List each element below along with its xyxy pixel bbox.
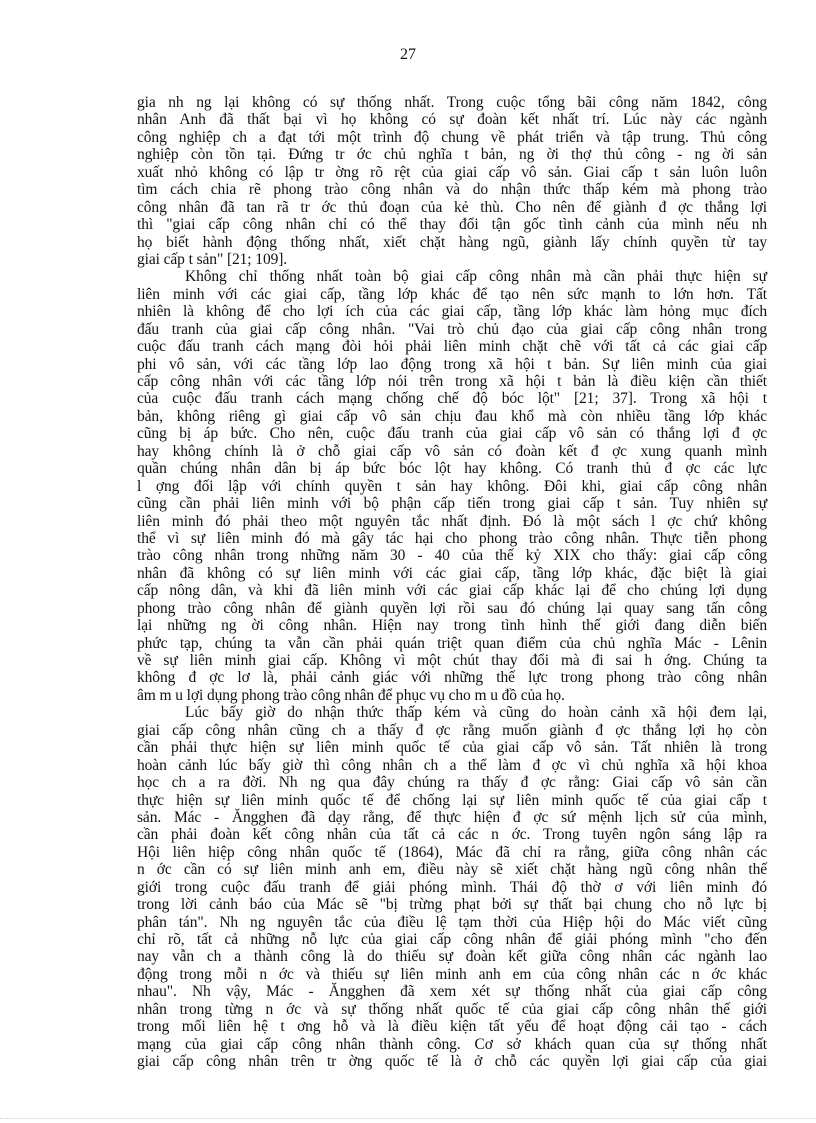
text-line: bản, không riêng gì giai cấp vô sản chịu đau khổ mà còn nhiều tầng lớp khác bbox=[137, 407, 767, 425]
text-line: gia nh ng lại không có sự thống nhất. Trong cuộc tổng bãi công năm 1842, công bbox=[137, 94, 767, 111]
text-line: cuộc đấu tranh cách mạng đòi hỏi phải liên minh chặt chẽ với tất cả các giai cấp bbox=[137, 338, 767, 356]
body-text bbox=[137, 94, 767, 1071]
text-line: lại những ng ời công nhân. Hiện nay trong tình hình thế giới đang diễn biến bbox=[137, 617, 767, 635]
text-line: thể vì sự liên minh đó mà gây tác hại cho phong trào công nhân. Thực tiễn phong bbox=[137, 529, 767, 547]
text-line: nhân trong từng n ớc và sự thống nhất quốc tế của giai cấp công nhân thế giới bbox=[137, 1000, 767, 1018]
text-line: cấp công nhân với các tầng lớp nói trên trong xã hội t bản là điều kiện cần thiết bbox=[137, 373, 767, 390]
text-line: n ớc cần có sự liên minh anh em, điều này sẽ xiết chặt hàng ngũ công nhân thế bbox=[137, 861, 767, 879]
text-line: cần phải đoàn kết công nhân của tất cả các n ớc. Trong tuyên ngôn sáng lập ra bbox=[137, 826, 767, 844]
text-line: phức tạp, chúng ta vẫn cần phải quán triệt quan điểm của chủ nghĩa Mác - Lênin bbox=[137, 634, 767, 652]
text-line: cấp nông dân, và khi đã liên minh với các giai cấp khác lại để cho chúng lợi dụng bbox=[137, 582, 767, 600]
text-line: trào công nhân trong những năm 30 - 40 của thế kỷ XIX cho thấy: giai cấp công bbox=[137, 547, 767, 565]
text-line: giai cấp công nhân cũng ch a thấy đ ợc rằng muốn giành đ ợc thắng lợi họ còn bbox=[137, 721, 767, 739]
text-line: họ biết hành động thống nhất, xiết chặt hàng ngũ, giành lấy chính quyền từ tay bbox=[137, 233, 767, 251]
text-line: trong mối liên hệ t ơng hỗ và là điều kiện tất yếu để hoạt động cải tạo - cách bbox=[137, 1018, 767, 1036]
footer-dotted-rule bbox=[0, 1118, 816, 1119]
text-line: âm m u lợi dụng phong trào công nhân để phục vụ cho m u đồ của họ. bbox=[137, 686, 565, 704]
text-line: công nhân đã tan rã tr ớc thủ đoạn của kẻ thù. Cho nên để giành đ ợc thắng lợi bbox=[137, 198, 767, 216]
text-line: l ợng đối lập với chính quyền t sản hay không. Đôi khi, giai cấp công nhân bbox=[137, 477, 767, 495]
text-line: trong lời cảnh báo của Mác sẽ "bị trừng phạt bởi sự thất bại chung cho nỗ lực bị bbox=[137, 896, 767, 914]
text-line: mạng của giai cấp công nhân thành công. Cơ sở khách quan của sự thống nhất bbox=[137, 1035, 767, 1053]
text-line: giai cấp công nhân trên tr ờng quốc tế là ở chỗ các quyền lợi giai cấp của giai bbox=[137, 1053, 767, 1071]
text-line: giới trong cuộc đấu tranh để giải phóng mình. Thái độ thờ ơ với liên minh đó bbox=[137, 878, 767, 896]
text-line: hay không chính là ở chỗ giai cấp vô sản có đoàn kết đ ợc xung quanh mình bbox=[137, 442, 767, 460]
text-line: đấu tranh của giai cấp công nhân. "Vai trò chủ đạo của giai cấp công nhân trong bbox=[137, 320, 767, 338]
text-line: quần chúng nhân dân bị áp bức bóc lột hay không. Có tranh thủ đ ợc các lực bbox=[137, 460, 767, 478]
text-line: nhiên là không để cho lợi ích của các giai cấp, tầng lớp khác làm hỏng mục đích bbox=[137, 303, 767, 321]
text-line: liên minh đó phải theo một nguyên tắc nhất định. Đó là một sách l ợc chứ không bbox=[137, 512, 767, 530]
text-line: nhân Anh đã thất bại vì họ không có sự đoàn kết nhất trí. Lúc này các ngành bbox=[137, 111, 767, 129]
paragraph-first-line: Không chỉ thống nhất toàn bộ giai cấp công nhân mà cần phải thực hiện sự bbox=[185, 268, 767, 286]
text-line: nay vẫn ch a thành công là do thiếu sự đoàn kết giữa công nhân các ngành lao bbox=[137, 948, 767, 966]
paragraph-first-line: Lúc bấy giờ do nhận thức thấp kém và cũng do hoàn cảnh xã hội đem lại, bbox=[185, 704, 767, 722]
text-line: công nghiệp ch a đạt tới một trình độ chung về phát triển và tập trung. Thủ công bbox=[137, 128, 767, 146]
text-line: cũng bị áp bức. Cho nên, cuộc đấu tranh của giai cấp vô sản có thắng lợi đ ợc bbox=[137, 425, 767, 443]
text-line: nhân đã không có sự liên minh với các giai cấp, tầng lớp khác, đặc biệt là giai bbox=[137, 564, 767, 582]
text-line: cũng cần phải liên minh với bộ phận cấp tiến trong giai cấp t sản. Tuy nhiên sự bbox=[137, 495, 767, 513]
text-line: tìm cách chia rẽ phong trào công nhân và do nhận thức thấp kém mà phong trào bbox=[137, 181, 767, 199]
text-line: phi vô sản, với các tầng lớp lao động trong xã hội t bản. Sự liên minh của giai bbox=[137, 355, 767, 373]
text-line: học ch a ra đời. Nh ng qua đây chúng ra thấy đ ợc rằng: Giai cấp vô sản cần bbox=[137, 774, 767, 792]
text-line: thực hiện sự liên minh quốc tế để chống lại sự liên minh quốc tế của giai cấp t bbox=[137, 791, 767, 809]
text-line: không đ ợc lơ là, phải cảnh giác với những thế lực trong phong trào công nhân bbox=[137, 669, 767, 687]
text-line: nghiệp còn tồn tại. Đứng tr ớc chủ nghĩa t bản, ng ời thợ thủ công - ng ời sản bbox=[137, 146, 767, 164]
text-line: chỉ rõ, tất cả những nỗ lực của giai cấp công nhân để giải phóng mình "cho đến bbox=[137, 931, 767, 948]
text-line: xuất nhỏ không có lập tr ờng rõ rệt của giai cấp vô sản. Giai cấp t sản luôn luôn bbox=[137, 163, 767, 181]
text-line: hoàn cảnh lúc bấy giờ thì công nhân ch a thể làm đ ợc vì chủ nghĩa xã hội khoa bbox=[137, 756, 767, 774]
text-line: liên minh với các giai cấp, tầng lớp khác để tạo nên sức mạnh to lớn hơn. Tất bbox=[137, 285, 767, 303]
text-line: sản. Mác - Ăngghen đã dạy rằng, để thực hiện đ ợc sứ mệnh lịch sử của mình, bbox=[137, 808, 767, 826]
page-number: 27 bbox=[400, 46, 416, 63]
text-line: về sự liên minh giai cấp. Không vì một chút thay đổi mà đi sai h ớng. Chúng ta bbox=[137, 652, 767, 669]
text-line: của cuộc đấu tranh cách mạng chống chế độ bóc lột" [21; 37]. Trong xã hội t bbox=[137, 390, 767, 408]
text-line: giai cấp t sản" [21; 109]. bbox=[137, 250, 288, 268]
text-line: thì "giai cấp công nhân chỉ có thể thay đổi tận gốc tình cảnh của mình nếu nh bbox=[137, 216, 767, 234]
text-line: Hội liên hiệp công nhân quốc tế (1864), Mác đã chỉ ra rằng, giữa công nhân các bbox=[137, 843, 767, 861]
text-line: cần phải thực hiện sự liên minh quốc tế của giai cấp vô sản. Tất nhiên là trong bbox=[137, 739, 767, 757]
text-line: động trong mỗi n ớc và thiếu sự liên minh anh em của công nhân các n ớc khác bbox=[137, 965, 767, 983]
text-line: phân tán". Nh ng nguyên tắc của điều lệ tạm thời của Hiệp hội do Mác viết cũng bbox=[137, 913, 767, 931]
text-line: phong trào công nhân để giành quyền lợi rồi sau đó chúng lại quay sang tấn công bbox=[137, 599, 767, 617]
text-line: nhau". Nh vậy, Mác - Ăngghen đã xem xét sự thống nhất của giai cấp công bbox=[137, 983, 767, 1001]
